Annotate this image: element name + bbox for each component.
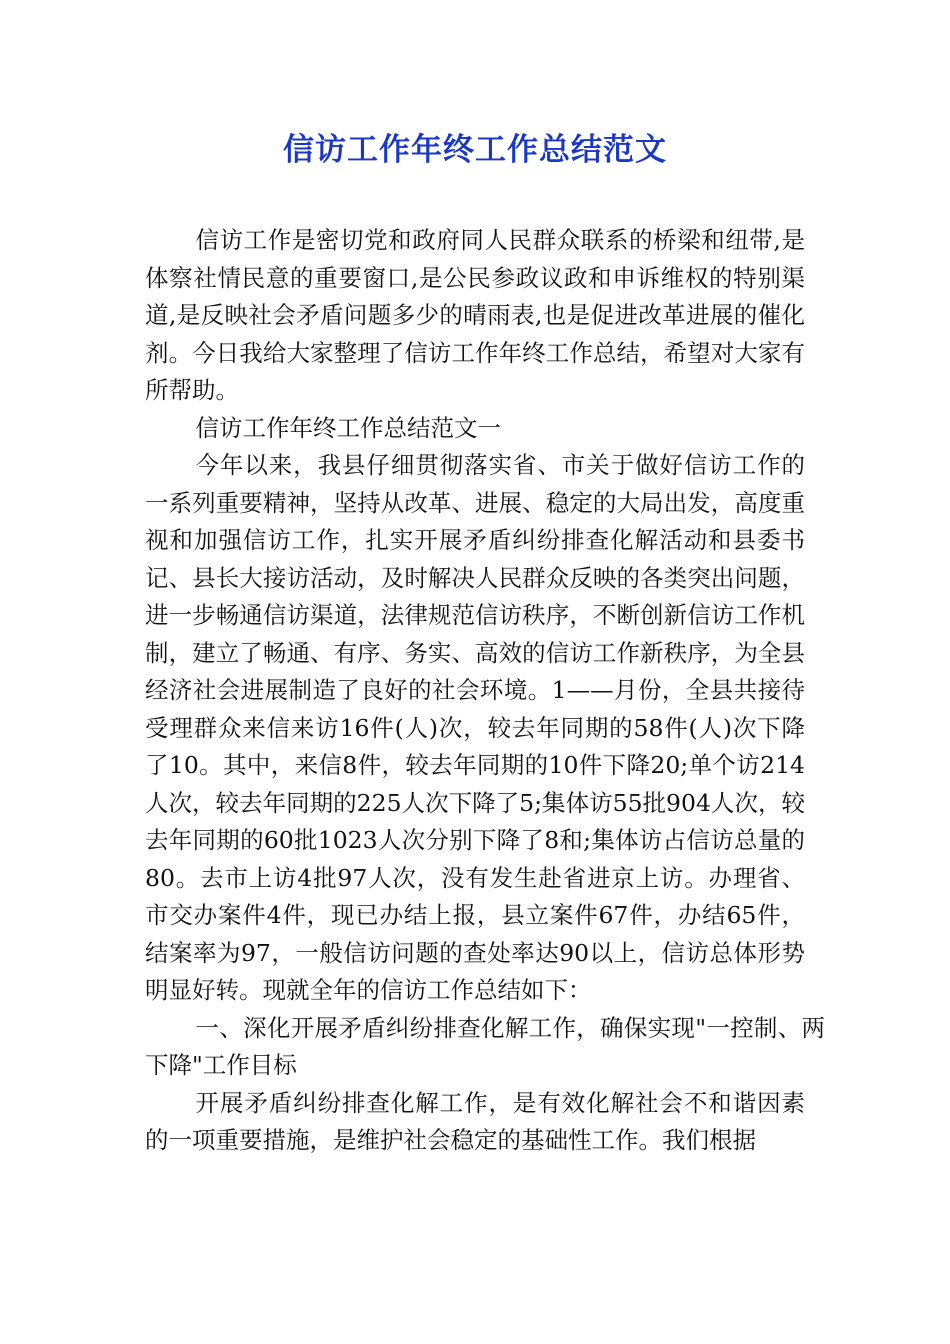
document-body [145,222,825,1160]
point-one-heading-paragraph: 一、深化开展矛盾纠纷排查化解工作，确保实现"一控制、两下降"工作目标 [145,1013,825,1079]
section-heading-paragraph: 信访工作年终工作总结范文一 [195,413,502,442]
document-title: 信访工作年终工作总结范文 [283,132,667,168]
point-one-body-paragraph: 开展矛盾纠纷排查化解工作，是有效化解社会不和谐因素的一项重要措施，是维护社会稳定的基础性工作。我们根据 [145,1088,805,1154]
intro-paragraph: 信访工作是密切党和政府同人民群众联系的桥梁和纽带,是体察社情民意的重要窗口,是公民参政议政和申诉维权的特别渠道,是反映社会矛盾问题多少的晴雨表,也是促进改革进展的催化剂。今日我给大家整理了信访工作年终工作总结，希望对大家有所帮助。 [145,226,805,404]
summary-paragraph: 今年以来，我县仔细贯彻落实省、市关于做好信访工作的一系列重要精神，坚持从改革、进展、稳定的大局出发，高度重视和加强信访工作，扎实开展矛盾纠纷排查化解活动和县委书记、县长大接访活动，及时解决人民群众反映的各类突出问题，进一步畅通信访渠道，法律规范信访秩序，不断创新信访工作机制，建立了畅通、有序、务实、高效的信访工作新秩序，为全县经济社会进展制造了良好的社会环境。1——月份，全县共接待受理群众来信来访16件(人)次，较去年同期的58件(人)次下降了10。其中，来信8件，较去年同期的10件下降20;单个访214人次，较去年同期的225人次下降了5;集体访55批904人次，较去年同期的60批1023人次分别下降了8和;集体访占信访总量的80。去市上访4批97人次，没有发生赴省进京上访。办理省、市交办案件4件，现已办结上报，县立案件67件，办结65件，结案率为97，一般信访问题的查处率达90以上，信访总体形势明显好转。现就全年的信访工作总结如下： [145,451,805,1004]
